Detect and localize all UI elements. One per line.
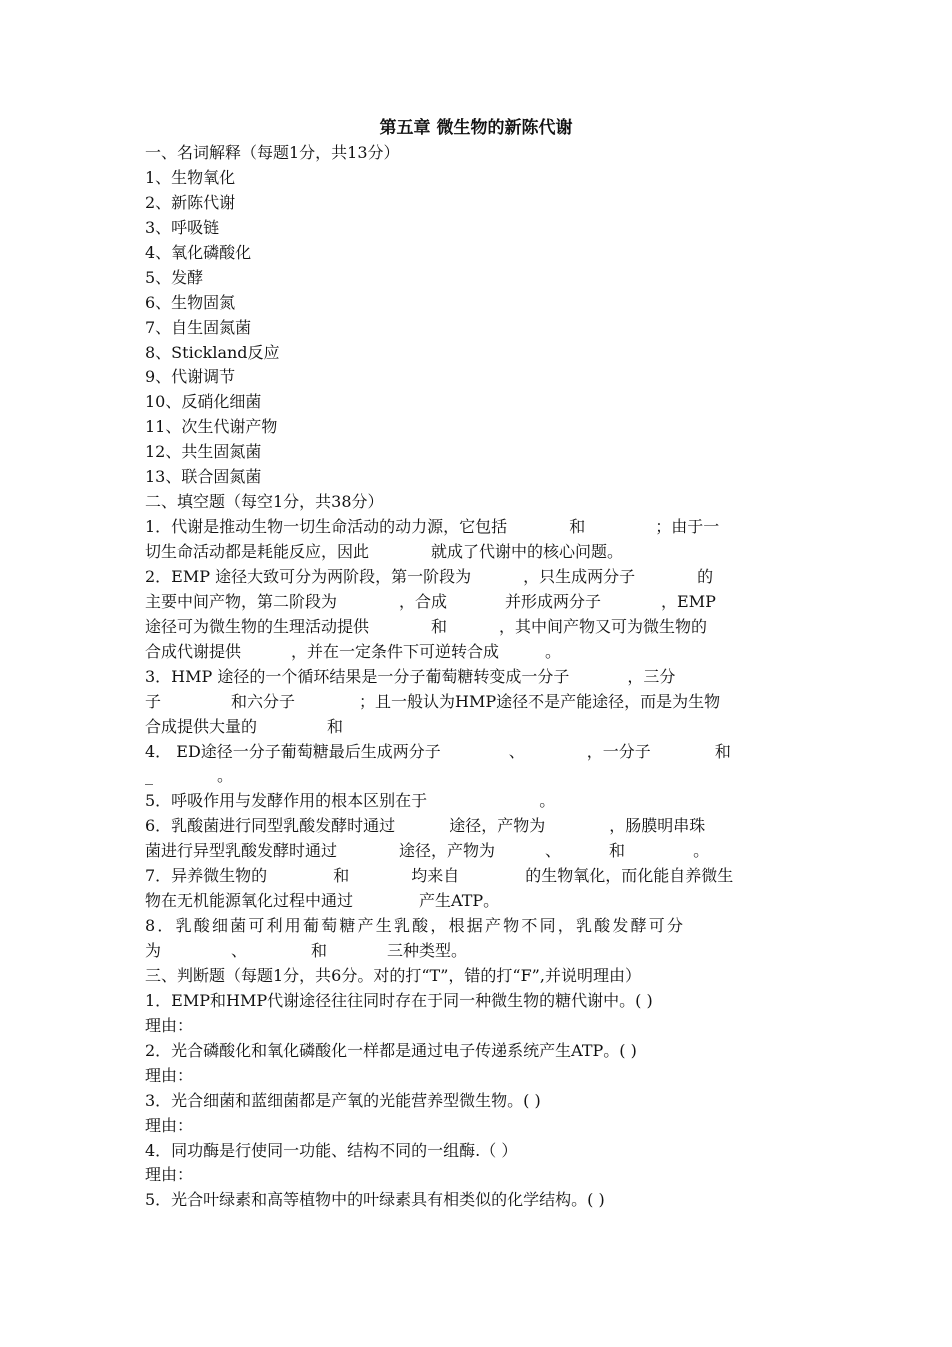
question-line: 途径可为微生物的生理活动提供 和 ，其中间产物又可为微生物的 xyxy=(145,616,708,636)
list-item: 5、发酵 xyxy=(145,267,204,287)
question-line: 主要中间产物，第二阶段为 ，合成 并形成两分子 ，EMP xyxy=(145,591,716,611)
question-line: 1．代谢是推动生物一切生命活动的动力源，它包括 和 ；由于一 xyxy=(145,517,720,537)
question-line: 3．HMP 途径的一个循环结果是一分子葡萄糖转变成一分子 ，三分 xyxy=(145,666,676,686)
question-line: 5．呼吸作用与发酵作用的根本区别在于 。 xyxy=(145,791,556,811)
question-line: 物在无机能源氧化过程中通过 产生ATP。 xyxy=(145,891,500,911)
list-item: 11、次生代谢产物 xyxy=(145,417,278,437)
list-item: 1、生物氧化 xyxy=(145,167,236,187)
list-item: 6、生物固氮 xyxy=(145,292,236,312)
list-item: 3、呼吸链 xyxy=(145,217,220,237)
question-line: 4． ED途径一分子葡萄糖最后生成两分子 、 ，一分子 和 xyxy=(145,741,731,761)
list-item: 8、Stickland反应 xyxy=(145,342,280,362)
judgment-question: 2．光合磷酸化和氧化磷酸化一样都是通过电子传递系统产生ATP。( ) xyxy=(145,1040,637,1060)
list-item: 4、氧化磷酸化 xyxy=(145,242,252,262)
question-line: 菌进行异型乳酸发酵时通过 途径，产物为 、 和 。 xyxy=(145,841,710,861)
reason-label: 理由： xyxy=(145,1165,194,1185)
question-line: 6．乳酸菌进行同型乳酸发酵时通过 途径，产物为 ，肠膜明串珠 xyxy=(145,816,706,836)
list-item: 13、联合固氮菌 xyxy=(145,467,262,487)
question-line: 为 、 和 三种类型。 xyxy=(145,941,468,960)
question-line: 合成代谢提供 ，并在一定条件下可逆转合成 。 xyxy=(145,641,562,661)
list-item: 10、反硝化细菌 xyxy=(145,392,262,412)
question-line: 子 和六分子 ；且一般认为HMP途径不是产能途径，而是为生物 xyxy=(145,691,721,711)
reason-label: 理由： xyxy=(145,1115,194,1135)
list-item: 7、自生固氮菌 xyxy=(145,317,252,337)
question-line: _ 。 xyxy=(145,766,234,786)
judgment-question: 4．同功酶是行使同一功能、结构不同的一组酶.（ ） xyxy=(145,1140,518,1160)
list-item: 12、共生固氮菌 xyxy=(145,442,262,462)
judgment-question: 3．光合细菌和蓝细菌都是产氧的光能营养型微生物。( ) xyxy=(145,1090,541,1110)
question-line: 2．EMP 途径大致可分为两阶段，第一阶段为 ，只生成两分子 的 xyxy=(145,566,714,586)
question-line: 切生命活动都是耗能反应，因此 就成了代谢中的核心问题。 xyxy=(145,542,624,561)
question-line: 8．乳酸细菌可利用葡萄糖产生乳酸，根据产物不同，乳酸发酵可分 xyxy=(145,916,686,936)
reason-label: 理由： xyxy=(145,1015,194,1035)
judgment-question: 5．光合叶绿素和高等植物中的叶绿素具有相类似的化学结构。( ) xyxy=(145,1190,605,1210)
chapter-title: 第五章 微生物的新陈代谢 xyxy=(379,118,573,138)
list-item: 2、新陈代谢 xyxy=(145,192,236,212)
section-heading: 一、名词解释（每题1分，共13分） xyxy=(145,143,400,162)
reason-label: 理由： xyxy=(145,1065,194,1085)
section-heading: 二、填空题（每空1分，共38分） xyxy=(145,492,384,512)
list-item: 9、代谢调节 xyxy=(145,367,236,387)
section-heading: 三、判断题（每题1分，共6分。对的打“T”，错的打“F”,并说明理由） xyxy=(145,965,641,985)
question-line: 合成提供大量的 和 xyxy=(145,716,344,736)
judgment-question: 1．EMP和HMP代谢途径往往同时存在于同一种微生物的糖代谢中。( ) xyxy=(145,990,653,1010)
question-line: 7．异养微生物的 和 均来自 的生物氧化，而化能自养微生 xyxy=(145,866,734,886)
document-body xyxy=(145,141,810,1213)
